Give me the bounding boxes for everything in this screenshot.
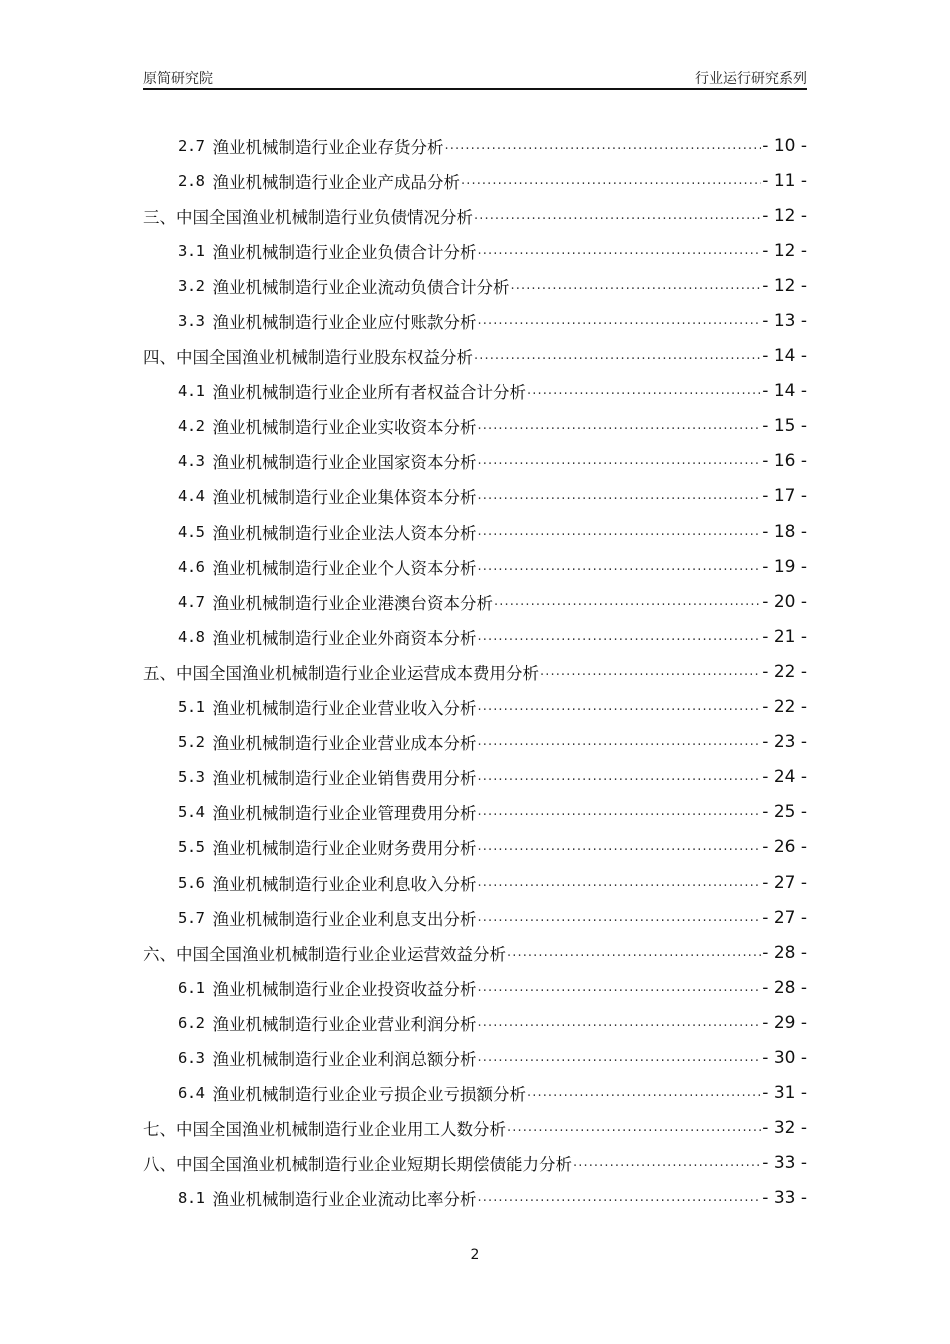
toc-chapter-entry[interactable] (143, 198, 807, 233)
toc-entry-page: - 12 - (762, 275, 807, 296)
header-left-org: 原简研究院 (143, 71, 213, 87)
toc-dot-leader (507, 1119, 761, 1137)
toc-section-entry[interactable] (143, 795, 807, 830)
toc-entry-title: 渔业机械制造行业企业利润总额分析 (212, 1049, 477, 1069)
toc-entry-number: 3.1 (178, 241, 205, 260)
toc-dot-leader (478, 733, 762, 751)
toc-entry-title: 渔业机械制造行业企业流动比率分析 (212, 1190, 477, 1210)
toc-dot-leader (478, 628, 762, 646)
toc-entry-page: - 21 - (762, 626, 807, 647)
toc-entry-title: 渔业机械制造行业企业财务费用分析 (212, 839, 477, 859)
toc-dot-leader (540, 663, 761, 681)
toc-dot-leader (478, 312, 762, 330)
toc-entry-number: 6.1 (178, 978, 205, 997)
toc-chapter-entry[interactable] (143, 339, 807, 374)
toc-section-entry[interactable] (143, 1005, 807, 1040)
toc-chapter-entry[interactable] (143, 1146, 807, 1181)
toc-section-entry[interactable] (143, 409, 807, 444)
toc-dot-leader (507, 944, 761, 962)
toc-entry-title: 渔业机械制造行业企业管理费用分析 (212, 804, 477, 824)
toc-chapter-entry[interactable] (143, 654, 807, 689)
toc-entry-number: 4.2 (178, 417, 205, 436)
page-header (143, 66, 807, 88)
toc-section-entry[interactable] (143, 900, 807, 935)
toc-dot-leader (478, 487, 762, 505)
toc-entry-title: 五、中国全国渔业机械制造行业企业运营成本费用分析 (143, 663, 539, 683)
toc-entry-number: 4.4 (178, 487, 205, 506)
toc-section-entry[interactable] (143, 830, 807, 865)
toc-entry-page: - 26 - (762, 837, 807, 858)
toc-dot-leader (478, 417, 762, 435)
toc-entry-title: 三、中国全国渔业机械制造行业负债情况分析 (143, 207, 473, 227)
page-number: 2 (470, 1247, 480, 1263)
toc-entry-title: 渔业机械制造行业企业营业利润分析 (212, 1014, 477, 1034)
toc-dot-leader (527, 1084, 761, 1102)
toc-entry-number: 4.1 (178, 382, 205, 401)
toc-entry-page: - 14 - (762, 346, 807, 367)
toc-entry-number: 6.3 (178, 1048, 205, 1067)
toc-entry-title: 渔业机械制造行业企业销售费用分析 (212, 769, 477, 789)
toc-entry-number: 6.2 (178, 1013, 205, 1032)
toc-entry-page: - 22 - (762, 661, 807, 682)
toc-entry-number: 5.7 (178, 908, 205, 927)
toc-dot-leader (573, 1154, 761, 1172)
toc-dot-leader (474, 207, 761, 225)
toc-entry-number: 5.6 (178, 873, 205, 892)
toc-chapter-entry[interactable] (143, 1111, 807, 1146)
toc-entry-page: - 14 - (762, 381, 807, 402)
toc-section-entry[interactable] (143, 865, 807, 900)
toc-dot-leader (461, 172, 761, 190)
table-of-contents (143, 128, 807, 1216)
toc-dot-leader (494, 593, 761, 611)
toc-dot-leader (445, 137, 762, 155)
toc-entry-number: 4.3 (178, 452, 205, 471)
toc-entry-page: - 27 - (762, 872, 807, 893)
toc-entry-title: 渔业机械制造行业企业营业成本分析 (212, 734, 477, 754)
toc-entry-title: 渔业机械制造行业企业所有者权益合计分析 (212, 383, 526, 403)
toc-dot-leader (478, 838, 762, 856)
toc-entry-page: - 33 - (762, 1188, 807, 1209)
toc-entry-page: - 31 - (762, 1083, 807, 1104)
header-divider (143, 88, 807, 90)
toc-entry-title: 八、中国全国渔业机械制造行业企业短期长期偿债能力分析 (143, 1155, 572, 1175)
toc-dot-leader (527, 382, 761, 400)
toc-section-entry[interactable] (143, 479, 807, 514)
toc-entry-page: - 16 - (762, 451, 807, 472)
toc-entry-title: 渔业机械制造行业企业外商资本分析 (212, 628, 477, 648)
toc-entry-page: - 11 - (762, 170, 807, 191)
toc-entry-page: - 30 - (762, 1047, 807, 1068)
toc-section-entry[interactable] (143, 303, 807, 338)
toc-entry-title: 渔业机械制造行业企业国家资本分析 (212, 453, 477, 473)
header-right-series: 行业运行研究系列 (695, 71, 807, 87)
toc-entry-title: 六、中国全国渔业机械制造行业企业运营效益分析 (143, 944, 506, 964)
toc-entry-title: 渔业机械制造行业企业法人资本分析 (212, 523, 477, 543)
toc-dot-leader (478, 1189, 762, 1207)
toc-dot-leader (511, 277, 762, 295)
toc-dot-leader (478, 874, 762, 892)
toc-section-entry[interactable] (143, 760, 807, 795)
toc-entry-number: 3.2 (178, 276, 205, 295)
toc-entry-page: - 20 - (762, 591, 807, 612)
toc-entry-number: 3.3 (178, 312, 205, 331)
toc-entry-page: - 17 - (762, 486, 807, 507)
toc-entry-title: 渔业机械制造行业企业负债合计分析 (212, 242, 477, 262)
toc-entry-page: - 10 - (762, 135, 807, 156)
toc-section-entry[interactable] (143, 374, 807, 409)
toc-section-entry[interactable] (143, 444, 807, 479)
toc-entry-page: - 12 - (762, 240, 807, 261)
toc-chapter-entry[interactable] (143, 935, 807, 970)
toc-entry-page: - 28 - (762, 977, 807, 998)
toc-entry-number: 5.4 (178, 803, 205, 822)
toc-entry-page: - 18 - (762, 521, 807, 542)
toc-entry-page: - 22 - (762, 697, 807, 718)
toc-section-entry[interactable] (143, 233, 807, 268)
toc-entry-page: - 24 - (762, 767, 807, 788)
toc-entry-title: 渔业机械制造行业企业存货分析 (212, 137, 444, 157)
toc-section-entry[interactable] (143, 725, 807, 760)
toc-dot-leader (478, 909, 762, 927)
toc-entry-number: 4.5 (178, 522, 205, 541)
toc-entry-title: 渔业机械制造行业企业利息收入分析 (212, 874, 477, 894)
toc-section-entry[interactable] (143, 268, 807, 303)
toc-entry-number: 2.7 (178, 136, 205, 155)
toc-entry-page: - 12 - (762, 205, 807, 226)
toc-entry-number: 2.8 (178, 171, 205, 190)
toc-dot-leader (478, 698, 762, 716)
toc-section-entry[interactable] (143, 1076, 807, 1111)
toc-section-entry[interactable] (143, 128, 807, 163)
toc-dot-leader (478, 768, 762, 786)
toc-entry-number: 5.5 (178, 838, 205, 857)
toc-dot-leader (478, 1014, 762, 1032)
toc-dot-leader (478, 979, 762, 997)
toc-entry-number: 5.2 (178, 733, 205, 752)
toc-entry-page: - 19 - (762, 556, 807, 577)
toc-entry-title: 渔业机械制造行业企业流动负债合计分析 (212, 277, 510, 297)
toc-entry-number: 4.8 (178, 627, 205, 646)
toc-dot-leader (474, 347, 761, 365)
toc-section-entry[interactable] (143, 690, 807, 725)
toc-section-entry[interactable] (143, 619, 807, 654)
toc-section-entry[interactable] (143, 1181, 807, 1216)
toc-entry-page: - 33 - (762, 1153, 807, 1174)
toc-entry-title: 渔业机械制造行业企业应付账款分析 (212, 313, 477, 333)
toc-entry-page: - 23 - (762, 732, 807, 753)
toc-entry-title: 四、中国全国渔业机械制造行业股东权益分析 (143, 348, 473, 368)
toc-dot-leader (478, 452, 762, 470)
toc-entry-number: 4.6 (178, 557, 205, 576)
toc-entry-number: 5.3 (178, 768, 205, 787)
toc-entry-page: - 29 - (762, 1012, 807, 1033)
toc-section-entry[interactable] (143, 970, 807, 1005)
toc-entry-page: - 25 - (762, 802, 807, 823)
toc-section-entry[interactable] (143, 163, 807, 198)
toc-entry-title: 渔业机械制造行业企业投资收益分析 (212, 979, 477, 999)
toc-entry-number: 4.7 (178, 592, 205, 611)
toc-entry-title: 渔业机械制造行业企业亏损企业亏损额分析 (212, 1085, 526, 1105)
toc-dot-leader (478, 242, 762, 260)
toc-dot-leader (478, 523, 762, 541)
toc-entry-title: 渔业机械制造行业企业集体资本分析 (212, 488, 477, 508)
toc-section-entry[interactable] (143, 1040, 807, 1075)
toc-entry-number: 6.4 (178, 1084, 205, 1103)
toc-entry-title: 渔业机械制造行业企业实收资本分析 (212, 418, 477, 438)
toc-entry-page: - 28 - (762, 942, 807, 963)
toc-entry-title: 七、中国全国渔业机械制造行业企业用工人数分析 (143, 1120, 506, 1140)
toc-section-entry[interactable] (143, 514, 807, 549)
toc-dot-leader (478, 558, 762, 576)
toc-entry-page: - 15 - (762, 416, 807, 437)
toc-section-entry[interactable] (143, 584, 807, 619)
toc-entry-page: - 32 - (762, 1118, 807, 1139)
toc-entry-title: 渔业机械制造行业企业个人资本分析 (212, 558, 477, 578)
toc-entry-page: - 27 - (762, 907, 807, 928)
toc-section-entry[interactable] (143, 549, 807, 584)
toc-dot-leader (478, 1049, 762, 1067)
toc-dot-leader (478, 803, 762, 821)
toc-entry-number: 5.1 (178, 698, 205, 717)
toc-entry-page: - 13 - (762, 311, 807, 332)
toc-entry-title: 渔业机械制造行业企业港澳台资本分析 (212, 593, 493, 613)
toc-entry-title: 渔业机械制造行业企业利息支出分析 (212, 909, 477, 929)
toc-entry-number: 8.1 (178, 1189, 205, 1208)
toc-entry-title: 渔业机械制造行业企业营业收入分析 (212, 699, 477, 719)
toc-entry-title: 渔业机械制造行业企业产成品分析 (212, 172, 460, 192)
